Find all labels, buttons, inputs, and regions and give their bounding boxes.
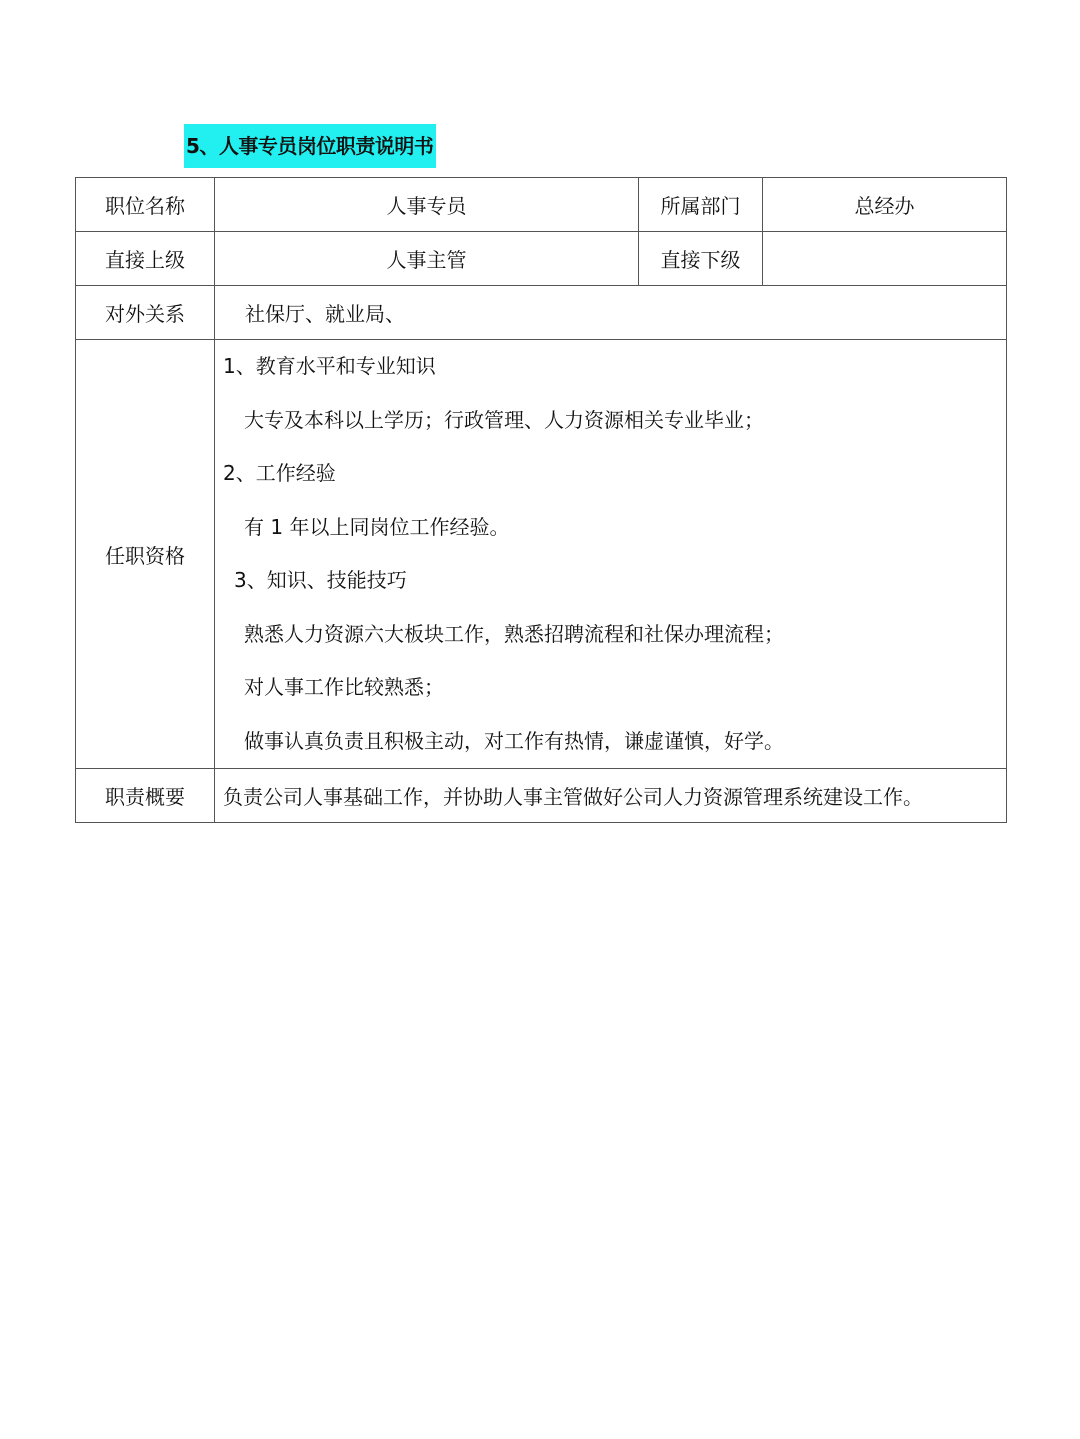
direct-subordinate-label: 直接下级 (639, 232, 763, 286)
external-relations-label: 对外关系 (76, 286, 215, 340)
position-name-label: 职位名称 (76, 178, 215, 232)
department-label: 所属部门 (639, 178, 763, 232)
table-row (76, 286, 1007, 340)
position-name-value: 人事专员 (215, 178, 639, 232)
qualification-heading: 1、教育水平和专业知识 (223, 354, 436, 378)
table-row (76, 178, 1007, 232)
qualification-detail: 对人事工作比较熟悉； (244, 675, 444, 699)
table-row (76, 769, 1007, 823)
qualification-detail: 有 1 年以上同岗位工作经验。 (244, 514, 510, 539)
document-title: 5、人事专员岗位职责说明书 (184, 124, 436, 168)
qualification-detail: 做事认真负责且积极主动，对工作有热情，谦虚谨慎，好学。 (244, 728, 784, 753)
direct-superior-label: 直接上级 (76, 232, 215, 286)
qualification-detail: 熟悉人力资源六大板块工作，熟悉招聘流程和社保办理流程； (244, 621, 784, 646)
table-row (76, 232, 1007, 286)
direct-subordinate-value (763, 232, 1007, 286)
qualification-heading: 2、工作经验 (223, 461, 336, 485)
qualification-heading: 3、知识、技能技巧 (234, 568, 407, 592)
table-row (76, 340, 1007, 769)
responsibility-summary-value: 负责公司人事基础工作，并协助人事主管做好公司人力资源管理系统建设工作。 (215, 769, 1007, 823)
job-description-table (75, 177, 1007, 823)
qualification-detail: 大专及本科以上学历；行政管理、人力资源相关专业毕业； (244, 407, 764, 432)
external-relations-value: 社保厅、就业局、 (215, 286, 1007, 340)
responsibility-summary-label: 职责概要 (76, 769, 215, 823)
department-value: 总经办 (763, 178, 1007, 232)
direct-superior-value: 人事主管 (215, 232, 639, 286)
qualifications-value (215, 340, 1007, 769)
qualifications-label: 任职资格 (76, 340, 215, 769)
